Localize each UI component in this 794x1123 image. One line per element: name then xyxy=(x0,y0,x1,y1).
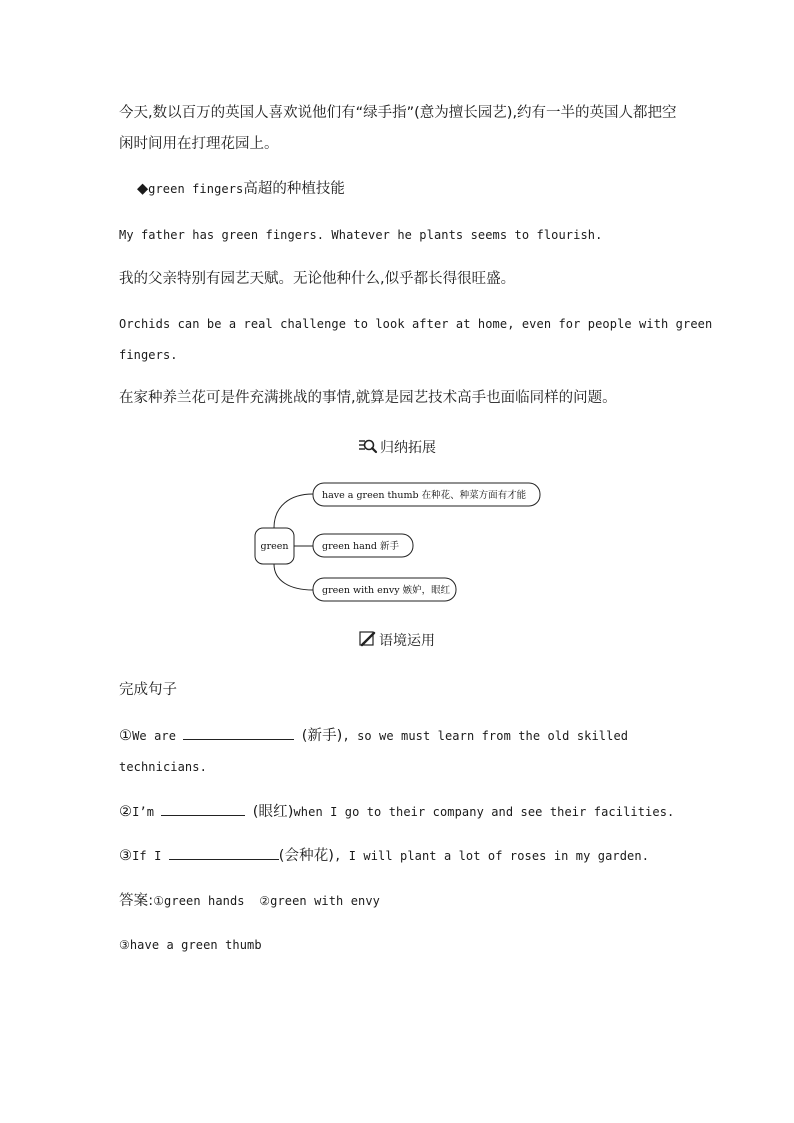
summary-section-title: 归纳拓展 xyxy=(380,440,436,456)
example-2-chinese: 在家种养兰花可是件充满挑战的事情,就算是园艺技术高手也面临同样的问题。 xyxy=(119,390,617,406)
exercise-item-2 xyxy=(119,803,674,821)
exercise-1-hint: (新手) xyxy=(301,728,343,744)
exercise-item-1 xyxy=(119,727,628,745)
exercise-3-before: If I xyxy=(132,849,162,863)
exercise-3-number: ③ xyxy=(119,848,133,864)
exercise-3-blank[interactable] xyxy=(169,847,279,860)
phrase-term: green fingers xyxy=(148,182,244,196)
summary-section-heading xyxy=(0,437,794,458)
exercise-1-blank[interactable] xyxy=(183,727,294,740)
exercise-2-hint: (眼红) xyxy=(252,804,294,820)
exercise-1-after: , so we must learn from the old skilled xyxy=(342,729,629,743)
mind-map-branch-1-label: have a green thumb 在种花、种菜方面有才能 xyxy=(322,490,527,501)
mind-map-branch-1 xyxy=(313,483,540,506)
exercise-heading: 完成句子 xyxy=(119,682,177,698)
practice-section-title: 语境运用 xyxy=(379,633,435,649)
mind-map-branch-2-label: green hand 新手 xyxy=(322,541,400,552)
bullet-icon: ◆ xyxy=(137,181,149,197)
exercise-1-before: We are xyxy=(132,729,177,743)
phrase-meaning: 高超的种植技能 xyxy=(243,181,345,197)
exercise-3-hint: (会种花) xyxy=(278,848,335,864)
mind-map-branch-3 xyxy=(313,578,456,601)
magnifier-icon xyxy=(358,438,378,458)
pencil-icon xyxy=(359,631,377,651)
exercise-2-blank[interactable] xyxy=(161,803,245,816)
exercise-2-after: when I go to their company and see their facilities. xyxy=(293,805,675,819)
exercise-item-1-line-2: technicians. xyxy=(119,760,207,774)
mind-map-center-label: green xyxy=(260,541,289,552)
answer-line-2: ③have a green thumb xyxy=(119,938,262,952)
answer-label: 答案: xyxy=(119,893,154,909)
exercise-3-after: , I will plant a lot of roses in my garden. xyxy=(334,849,650,863)
exercise-2-number: ② xyxy=(119,804,133,820)
exercise-1-number: ① xyxy=(119,728,133,744)
example-1-english: My father has green fingers. Whatever he plants seems to flourish. xyxy=(119,228,603,242)
exercise-item-3 xyxy=(119,847,649,865)
example-2-english-line-1: Orchids can be a real challenge to look after at home, even for people with green xyxy=(119,317,713,331)
example-1-chinese: 我的父亲特别有园艺天赋。无论他种什么,似乎都长得很旺盛。 xyxy=(119,271,516,287)
answer-line-1 xyxy=(119,892,380,910)
answer-text-1: ①green hands ②green with envy xyxy=(153,894,380,908)
mind-map-center-node xyxy=(255,528,294,564)
practice-section-heading xyxy=(0,630,794,651)
mind-map-branch-3-label: green with envy 嫉妒，眼红 xyxy=(322,585,451,596)
intro-paragraph-line-1: 今天,数以百万的英国人喜欢说他们有“绿手指”(意为擅长园艺),约有一半的英国人都把空 xyxy=(119,105,677,121)
example-2-english-line-2: fingers. xyxy=(119,348,178,362)
mind-map xyxy=(250,476,550,606)
phrase-line xyxy=(137,180,345,198)
mind-map-branch-2 xyxy=(313,534,413,557)
intro-paragraph-line-2: 闲时间用在打理花园上。 xyxy=(119,136,279,152)
exercise-2-before: I’m xyxy=(132,805,155,819)
